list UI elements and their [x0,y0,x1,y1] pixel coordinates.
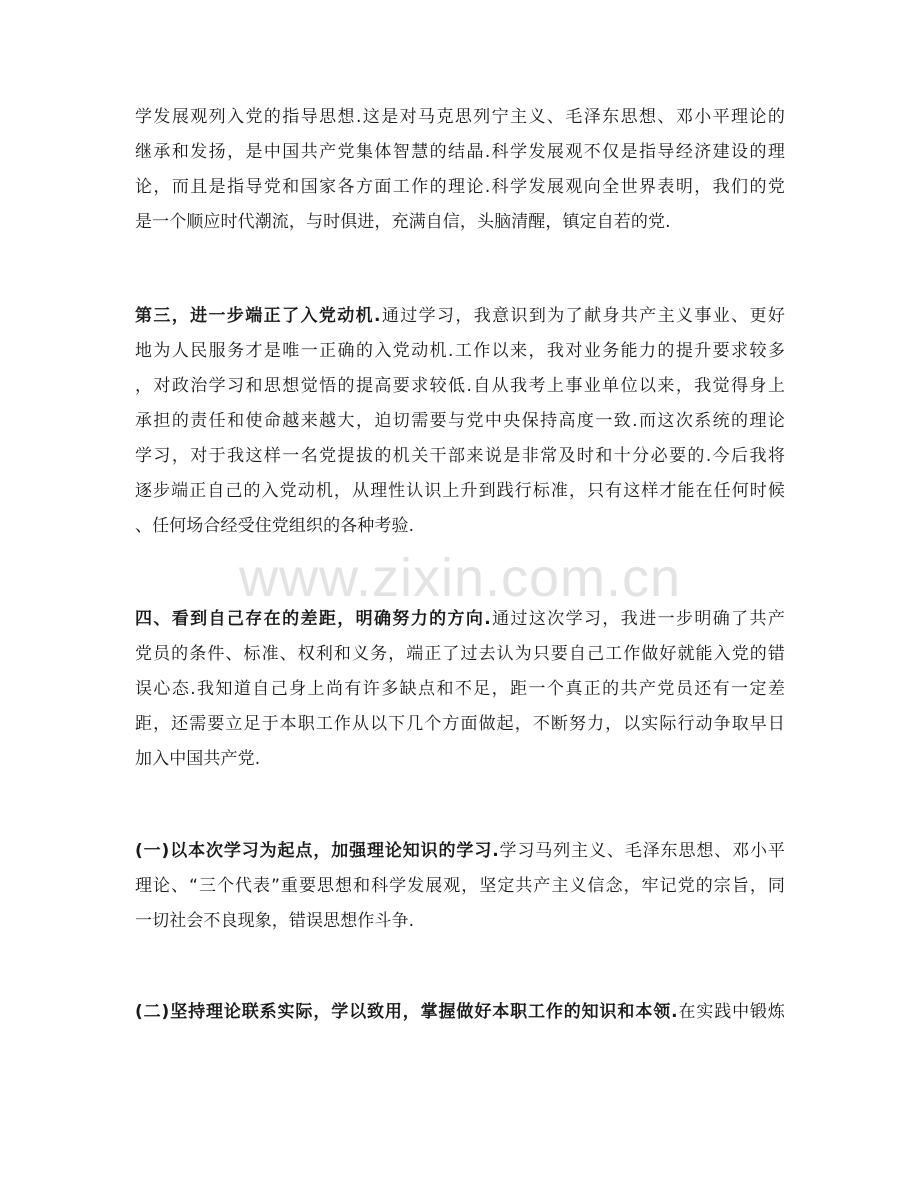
watermark: www.zixin.com.cn [238,548,682,608]
paragraph-4-line-1-text: 学习马列主义、毛泽东思想、邓小平 [498,841,785,861]
paragraph-4 [135,834,785,939]
paragraph-2-line-7: 、任何场合经受住党组织的各种考验. [135,516,415,536]
paragraph-1-line-3: 论，而且是指导党和国家各方面工作的理论.科学发展观向全世界表明，我们的党 [135,177,785,197]
paragraph-4-line-2: 理论、“三个代表”重要思想和科学发展观，坚定共产主义信念，牢记党的宗旨，同 [135,876,785,896]
paragraph-5-heading: (二)坚持理论联系实际，学以致用，掌握做好本职工作的知识和本领. [135,1002,678,1022]
paragraph-5 [135,995,785,1030]
paragraph-5-line-1 [135,995,785,1030]
paragraph-2-line-3: ，对政治学习和思想觉悟的提高要求较低.自从我考上事业单位以来，我觉得身上 [135,376,785,396]
paragraph-2-heading: 第三，进一步端正了入党动机. [135,306,381,326]
paragraph-2-line-4: 承担的责任和使命越来越大，迫切需要与党中央保持高度一致.而这次系统的理论 [135,411,785,431]
paragraph-3-line-1-text: 通过这次学习，我进一步明确了共产 [490,609,785,629]
paragraph-3-line-1 [135,602,785,637]
paragraph-3-line-2: 党员的条件、标准、权利和义务，端正了过去认为只要自己工作做好就能入党的错 [135,644,785,664]
paragraph-3-line-4: 距，还需要立足于本职工作从以下几个方面做起，不断努力，以实际行动争取早日 [135,714,785,734]
paragraph-1-line-1: 学发展观列入党的指导思想.这是对马克思列宁主义、毛泽东思想、邓小平理论的 [135,107,785,127]
paragraph-3-line-3: 误心态.我知道自己身上尚有许多缺点和不足，距一个真正的共产党员还有一定差 [135,679,785,699]
paragraph-4-line-3: 一切社会不良现象，错误思想作斗争. [135,911,415,931]
paragraph-4-line-1 [135,834,785,869]
paragraph-3-heading: 四、看到自己存在的差距，明确努力的方向. [135,609,491,629]
paragraph-2-line-1 [135,299,785,334]
paragraph-3 [135,602,785,777]
paragraph-2 [135,299,785,544]
paragraph-2-line-6: 逐步端正自己的入党动机，从理性认识上升到践行标准，只有这样才能在任何时候 [135,481,785,501]
paragraph-2-line-2: 地为人民服务才是唯一正确的入党动机.工作以来，我对业务能力的提升要求较多 [135,341,785,361]
paragraph-2-line-5: 学习，对于我这样一名党提拔的机关干部来说是非常及时和十分必要的.今后我将 [135,446,785,466]
paragraph-1 [135,100,785,240]
paragraph-3-line-5: 加入中国共产党. [135,749,261,769]
paragraph-1-line-4: 是一个顺应时代潮流，与时俱进，充满自信，头脑清醒，镇定自若的党. [135,212,671,232]
paragraph-5-line-1-text: 在实践中锻炼 [677,1002,785,1022]
paragraph-2-line-1-text: 通过学习，我意识到为了献身共产主义事业、更好 [380,306,786,326]
paragraph-1-line-2: 继承和发扬，是中国共产党集体智慧的结晶.科学发展观不仅是指导经济建设的理 [135,142,785,162]
paragraph-4-heading: (一)以本次学习为起点，加强理论知识的学习. [135,841,499,861]
